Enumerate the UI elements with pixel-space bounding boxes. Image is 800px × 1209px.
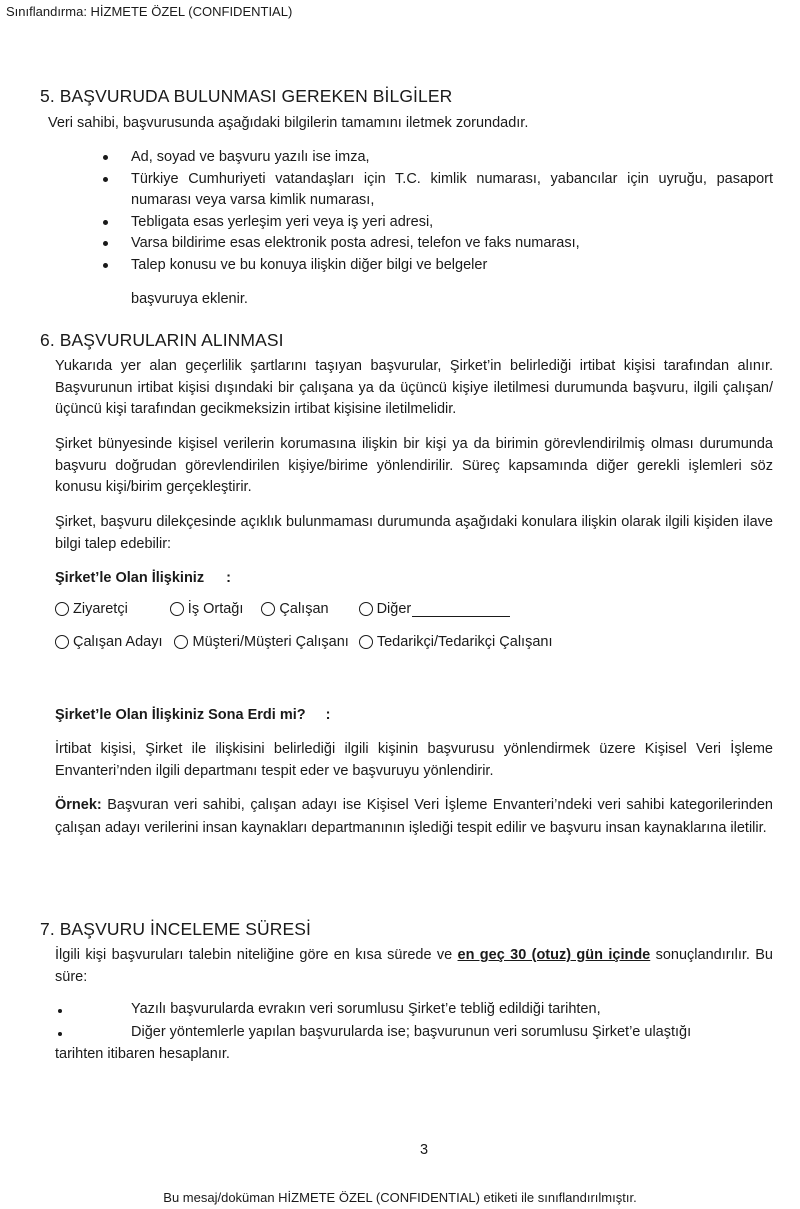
other-blank-field[interactable]: [412, 602, 510, 617]
bullet-icon: [58, 1009, 62, 1013]
example-text: Başvuran veri sahibi, çalışan adayı ise Kişisel Veri İşleme Envanteri’ndeki veri sahibi kategorilerinden çalışan adayı verilerini insan kaynakları departmanının işlediği tespit edilir ve başvuru insan kaynaklarına iletilir.: [55, 797, 773, 836]
list-item: Tebligata esas yerleşim yeri veya iş yeri adresi,: [103, 212, 773, 234]
radio-circle-icon[interactable]: [359, 635, 373, 649]
page-number: 3: [420, 1142, 429, 1158]
ended-label-text: Şirket’le Olan İlişkiniz Sona Erdi mi?: [55, 707, 306, 723]
ended-label: [55, 705, 330, 727]
section-5-intro: Veri sahibi, başvurusunda aşağıdaki bilgilerin tamamını iletmek zorundadır.: [48, 115, 529, 131]
section-5-list: [103, 147, 773, 276]
example-label: Örnek:: [55, 797, 102, 813]
section-5-title: 5. BAŞVURUDA BULUNMASI GEREKEN BİLGİLER: [40, 86, 453, 106]
section-5-tail: başvuruya eklenir.: [131, 291, 248, 307]
classification-header: Sınıflandırma: HİZMETE ÖZEL (CONFIDENTIAL): [6, 4, 293, 19]
relation-label: [55, 568, 231, 590]
relation-colon: :: [226, 570, 231, 586]
section-7-bullet-2-continued: tarihten itibaren hesaplanır.: [55, 1046, 230, 1062]
confidential-footer: Bu mesaj/doküman HİZMETE ÖZEL (CONFIDENTIAL) etiketi ile sınıflandırılmıştır.: [163, 1190, 637, 1205]
option-candidate[interactable]: Çalışan Adayı: [55, 634, 162, 650]
section-7-bullet-2: Diğer yöntemlerle yapılan başvurularda ise; başvurunun veri sorumlusu Şirket’e ulaştığı: [131, 1024, 692, 1040]
radio-circle-icon[interactable]: [174, 635, 188, 649]
option-other[interactable]: Diğer: [359, 601, 511, 617]
ended-colon: :: [325, 707, 331, 723]
radio-circle-icon[interactable]: [359, 602, 373, 616]
radio-circle-icon[interactable]: [261, 602, 275, 616]
option-supplier[interactable]: Tedarikçi/Tedarikçi Çalışanı: [359, 634, 553, 650]
list-item: Varsa bildirime esas elektronik posta adresi, telefon ve faks numarası,: [103, 233, 773, 255]
section-6-paragraph-2: Şirket bünyesinde kişisel verilerin korumasına ilişkin bir kişi ya da birimin görevlendirilmiş olması durumunda başvuru doğrudan görevlendirilen kişiye/birime yönlendirilir. Süreç kapsamında diğer gerekli işlemleri söz konusu kişi/birim gerçekleştirir.: [55, 436, 773, 495]
section-7-title: 7. BAŞVURU İNCELEME SÜRESİ: [40, 919, 312, 939]
radio-circle-icon[interactable]: [170, 602, 184, 616]
section-7-paragraph-1: İlgili kişi başvuruları talebin niteliğine göre en kısa sürede ve en geç 30 (otuz) gün içinde sonuçlandırılır. Bu süre:: [55, 947, 773, 985]
section-7-bullet-1: Yazılı başvurularda evrakın veri sorumlusu Şirket’e tebliğ edildiği tarihten,: [131, 1001, 601, 1017]
radio-circle-icon[interactable]: [55, 635, 69, 649]
radio-circle-icon[interactable]: [55, 602, 69, 616]
bullet-icon: [58, 1032, 62, 1036]
section-6-title: 6. BAŞVURULARIN ALINMASI: [40, 330, 284, 350]
option-customer[interactable]: Müşteri/Müşteri Çalışanı: [174, 634, 348, 650]
option-business-partner[interactable]: İş Ortağı: [170, 601, 244, 617]
relation-options-row-1: [55, 601, 528, 617]
list-item: Türkiye Cumhuriyeti vatandaşları için T.C. kimlik numarası, yabancılar için uyruğu, pasaport numarası veya varsa kimlik numarası,: [103, 169, 773, 212]
relation-options-row-2: [55, 634, 571, 650]
option-visitor[interactable]: Ziyaretçi: [55, 601, 128, 617]
section-6-paragraph-4: İrtibat kişisi, Şirket ile ilişkisini belirlediği ilgili kişinin başvurusu yönlendirmek üzere Kişisel Veri İşleme Envanteri’nden ilgili departmanı tespit eder ve başvuruyu yönlendirir.: [55, 741, 773, 779]
section-6-paragraph-3: Şirket, başvuru dilekçesinde açıklık bulunmaması durumunda aşağıdaki konulara ilişkin olarak ilgili kişiden ilave bilgi talep edebilir:: [55, 514, 773, 552]
list-item: Ad, soyad ve başvuru yazılı ise imza,: [103, 147, 773, 169]
deadline-emphasis: en geç 30 (otuz) gün içinde: [457, 947, 651, 963]
section-6-paragraph-1: Yukarıda yer alan geçerlilik şartlarını taşıyan başvurular, Şirket’in belirlediği irtibat kişisi tarafından alınır. Başvurunun irtibat kişisi dışındaki bir çalışana ya da üçüncü kişiye iletilmesi durumunda başvuru, ilgili çalışan/üçüncü kişi tarafından gecikmeksizin irtibat kişisine iletilmelidir.: [55, 358, 773, 417]
list-item: Talep konusu ve bu konuya ilişkin diğer bilgi ve belgeler: [103, 255, 773, 277]
section-6-example: [55, 794, 773, 839]
relation-label-text: Şirket’le Olan İlişkiniz: [55, 570, 205, 586]
option-employee[interactable]: Çalışan: [261, 601, 328, 617]
